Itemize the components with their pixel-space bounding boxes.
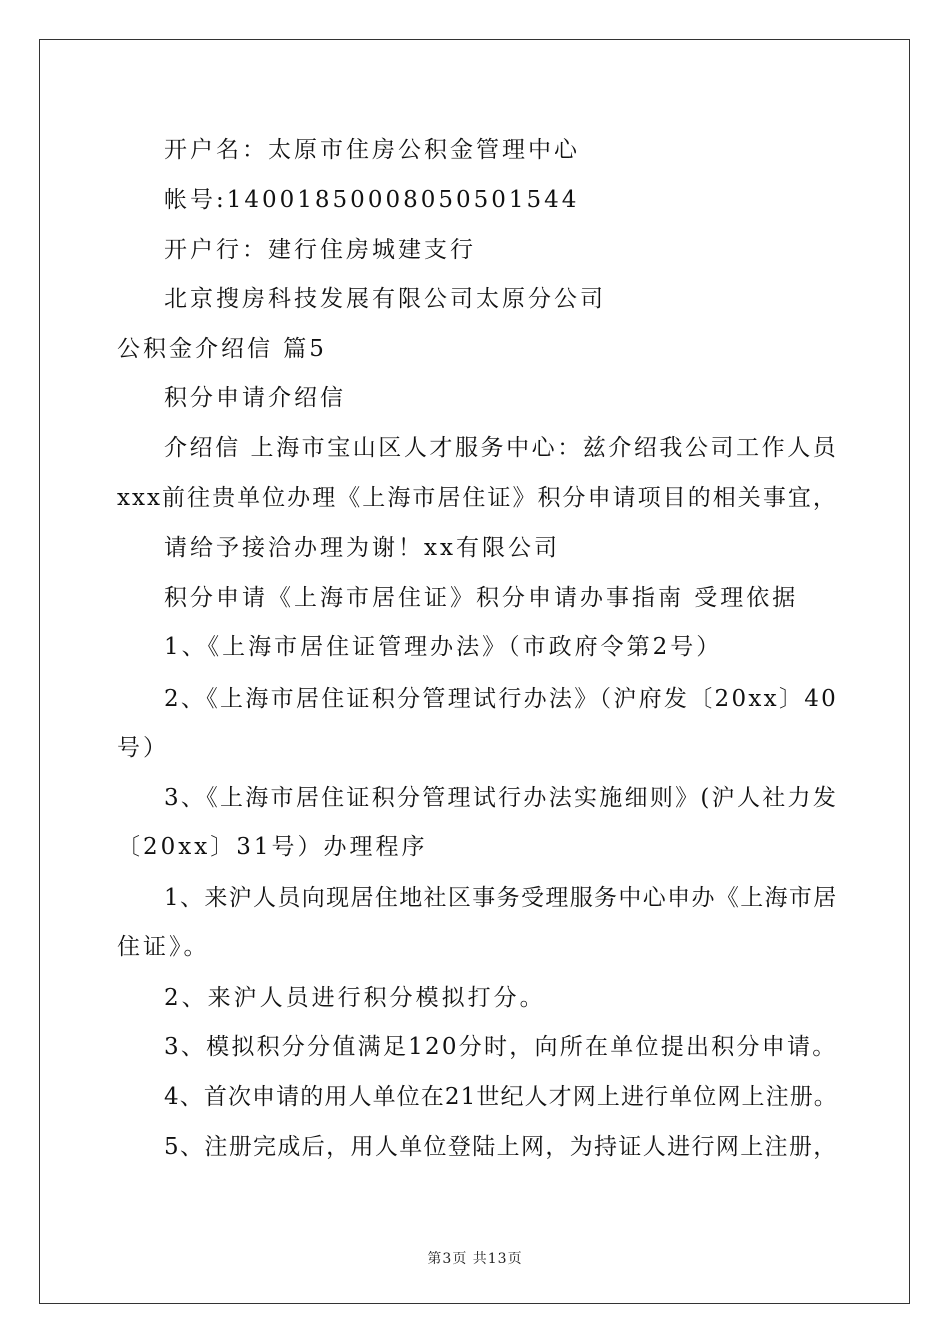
list-item: 1、来沪人员向现居住地社区事务受理服务中心申办《上海市居 <box>164 885 838 911</box>
list-item-continuation: 〔20xx〕31号）办理程序 <box>117 834 428 860</box>
list-item: 3、模拟积分分值满足120分时，向所在单位提出积分申请。 <box>164 1034 838 1060</box>
list-item-continuation: 号） <box>117 735 169 761</box>
letter-title: 积分申请介绍信 <box>164 385 346 411</box>
page-number-footer: 第3页 共13页 <box>427 1251 523 1267</box>
account-number-line: 帐号:14001850008050501544 <box>164 187 580 213</box>
list-item: 2、《上海市居住证积分管理试行办法》（沪府发〔20xx〕40 <box>164 686 839 712</box>
paragraph-line: 请给予接洽办理为谢！xx有限公司 <box>164 535 560 561</box>
page-border <box>39 39 910 1304</box>
list-item: 2、来沪人员进行积分模拟打分。 <box>164 985 546 1011</box>
company-signature-line: 北京搜房科技发展有限公司太原分公司 <box>164 286 606 312</box>
list-item: 4、首次申请的用人单位在21世纪人才网上进行单位网上注册。 <box>164 1084 838 1110</box>
paragraph-line: 介绍信 上海市宝山区人才服务中心：兹介绍我公司工作人员 <box>164 435 839 461</box>
section-heading: 公积金介绍信 篇5 <box>117 336 327 362</box>
account-name-line: 开户名：太原市住房公积金管理中心 <box>164 137 580 163</box>
list-item: 5、注册完成后，用人单位登陆上网，为持证人进行网上注册， <box>164 1134 838 1160</box>
paragraph-line: xxx前往贵单位办理《上海市居住证》积分申请项目的相关事宜， <box>117 485 838 511</box>
bank-line: 开户行：建行住房城建支行 <box>164 237 476 263</box>
paragraph-line: 积分申请《上海市居住证》积分申请办事指南 受理依据 <box>164 585 799 611</box>
list-item: 3、《上海市居住证积分管理试行办法实施细则》(沪人社力发 <box>164 785 839 811</box>
list-item: 1、《上海市居住证管理办法》（市政府令第2号） <box>164 634 723 660</box>
list-item-continuation: 住证》。 <box>117 934 210 960</box>
